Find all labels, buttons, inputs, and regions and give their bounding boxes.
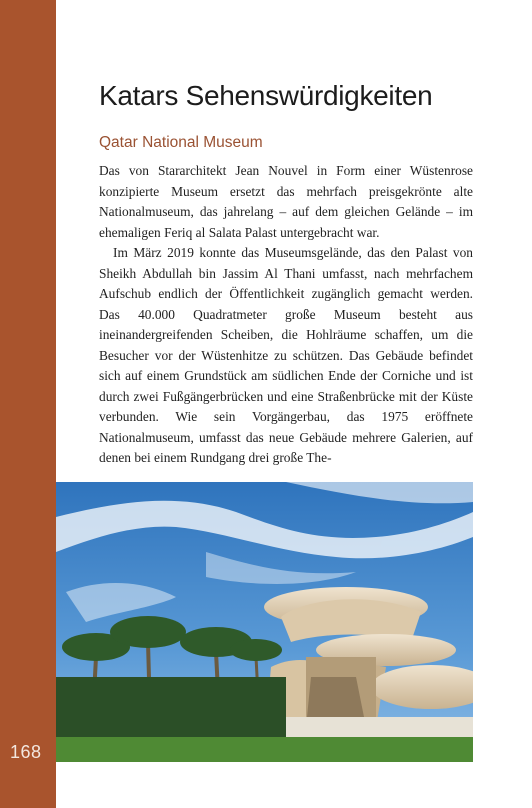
paragraph-1: Das von Stararchitekt Jean Nouvel in Form einer Wüstenrose konzipierte Museum ersetzt das mehrfach preisgekrönte alte Nationalmuseum, das jahrelang – auf dem gleichen Gelände – im ehemaligen Feriq al Salata Palast untergebracht war.: [99, 163, 473, 240]
body-text: [99, 161, 473, 469]
museum-photo: [56, 482, 473, 762]
page-number: 168: [10, 742, 42, 762]
page-title: Katars Sehenswürdigkeiten: [99, 80, 433, 111]
section-subtitle: Qatar National Museum: [99, 134, 263, 151]
museum-illustration: [56, 482, 473, 762]
lawn: [56, 737, 473, 762]
wall: [286, 717, 473, 737]
page-sidebar: [0, 0, 56, 808]
paragraph-2: Im März 2019 konnte das Museumsgelände, das den Palast von Sheikh Abdullah bin Jassim Al Thani umfasst, nach mehrfachem Aufschub endlich der Öffentlichkeit zugänglich gemacht werden. Das 40.000 Quadratmeter große Museum besteht aus ineinandergreifenden Scheiben, die Hohlräume schaffen, um die Besucher vor der Wüstenhitze zu schützen. Das Gebäude befindet sich auf einem Grundstück am südlichen Ende der Corniche und ist durch zwei Fußgängerbrücken und eine Straßenbrücke mit der Küste verbunden. Wie sein Vorgängerbau, das 1975 eröffnete Nationalmuseum, umfasst das neue Gebäude mehrere Galerien, auf denen bei einem Rundgang drei große The-: [99, 245, 473, 465]
